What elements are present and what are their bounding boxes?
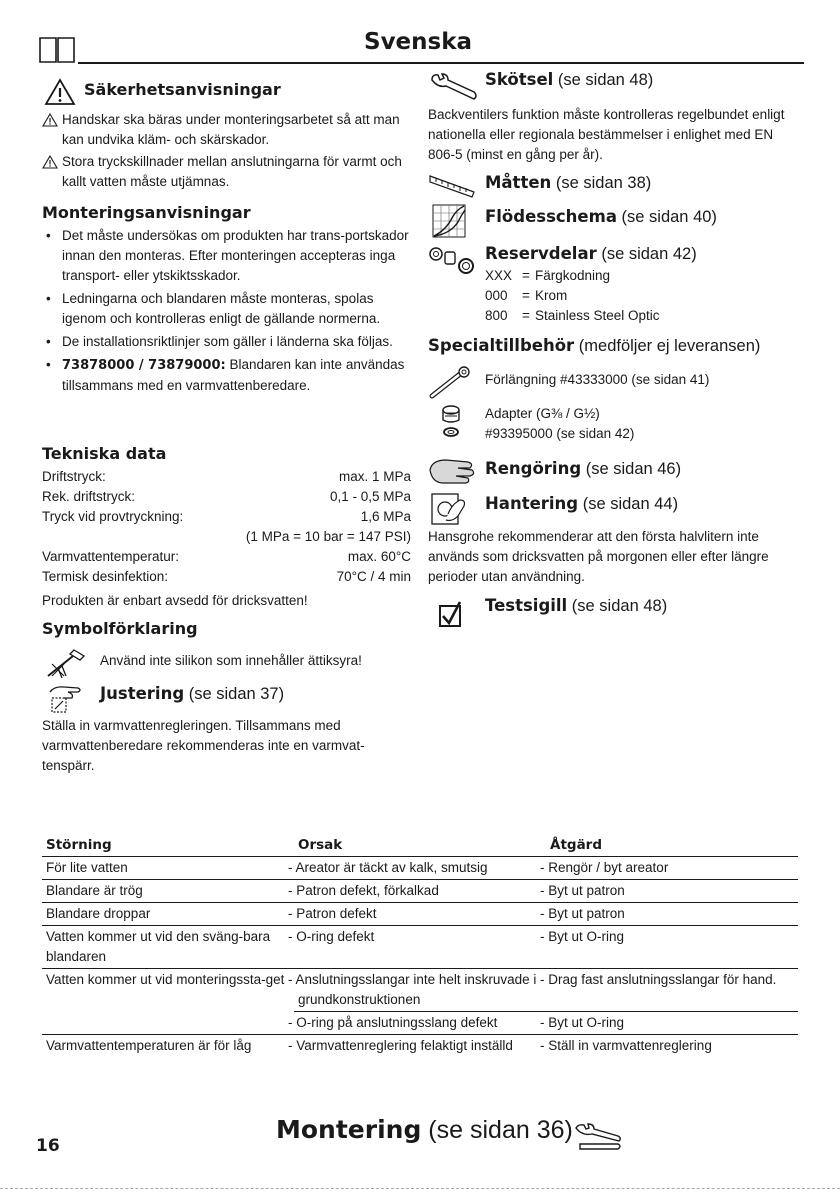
page-number: 16: [36, 1136, 60, 1156]
mounting-item: • De installationsriktlinjer som gäller i länderna ska följas.: [42, 332, 410, 352]
header-storning: Störning: [42, 834, 294, 857]
checkbox-seal-icon: [438, 600, 464, 630]
mounting-heading: Monteringsanvisningar: [42, 203, 251, 222]
extension-wrench-icon: [428, 366, 474, 400]
mounting-item: • 73878000 / 73879000: Blandaren kan inte användas tillsammans med en varmvattenberedare.: [42, 355, 410, 396]
hantering-text: Hansgrohe rekommenderar att den första halvlitern inte används som dricksvatten på morgonen eller efter längre perioder utan användning.: [428, 529, 769, 584]
page-edge: [0, 1188, 840, 1189]
special-heading: Specialtillbehör (medföljer ej leveransen): [428, 336, 761, 355]
justering-text: Ställa in varmvattenregleringen. Tillsammans med varmvattenberedare rekommenderas inte en varmvat-tenspärr.: [42, 718, 365, 773]
page-title: Svenska: [364, 29, 473, 55]
spare-parts-icon: [428, 244, 476, 276]
silicone-gun-icon: [44, 646, 88, 680]
warning-icon: [44, 78, 76, 106]
footer-heading: Montering (se sidan 36): [276, 1115, 573, 1144]
justering-heading: Justering (se sidan 37): [100, 684, 285, 703]
small-warning-icon: [42, 113, 58, 127]
rengoring-heading: Rengöring (se sidan 46): [485, 459, 682, 478]
code-row: 800 = Stainless Steel Optic: [485, 308, 660, 323]
reserv-codes: [485, 266, 660, 326]
silicone-text: Använd inte silikon som innehåller ättiksyra!: [100, 653, 362, 668]
table-header: [42, 834, 798, 857]
table-row: För lite vatten - Areator är täckt av kalk, smutsig - Rengör / byt areator: [42, 857, 798, 880]
reserv-heading: Reservdelar (se sidan 42): [485, 244, 697, 263]
special-item-extension: Förlängning #43333000 (se sidan 41): [485, 372, 710, 387]
tech-heading: Tekniska data: [42, 444, 167, 463]
tech-row: (1 MPa = 10 bar = 147 PSI): [245, 529, 411, 544]
mounting-list: [42, 226, 410, 396]
tech-row: Rek. driftstryck: 0,1 - 0,5 MPa: [42, 489, 411, 504]
flode-heading: Flödesschema (se sidan 40): [485, 207, 717, 226]
book-icon: [38, 34, 76, 64]
ruler-icon: [428, 170, 476, 200]
mounting-item: • Ledningarna och blandaren måste monteras, spolas igenom och kontrolleras enligt de gällande normerna.: [42, 289, 410, 329]
header-atgard: Åtgärd: [546, 834, 798, 857]
tools-icon: [574, 1122, 624, 1152]
tech-row: Tryck vid provtryckning: 1,6 MPa: [42, 509, 411, 524]
table-row: Blandare är trög - Patron defekt, förkalkad - Byt ut patron: [42, 880, 798, 903]
tech-row: Driftstryck: max. 1 MPa: [42, 469, 411, 484]
code-row: 000 = Krom: [485, 288, 568, 303]
safety-heading: Säkerhetsanvisningar: [84, 80, 281, 99]
matten-heading: Måtten (se sidan 38): [485, 173, 652, 192]
testsigill-heading: Testsigill (se sidan 48): [485, 596, 668, 615]
small-warning-icon: [42, 155, 58, 169]
skotsel-text: Backventilers funktion måste kontrolleras regelbundet enligt nationella eller regionala bestämmelser i enlighet med EN 806-5 (minst en gång per år).: [428, 107, 785, 162]
mounting-item: • Det måste undersökas om produkten har trans-portskador innan den monteras. Efter monteringen accepteras inga transport- eller ytskiktsskador.: [42, 226, 410, 286]
header-orsak: Orsak: [294, 834, 546, 857]
code-row: XXX = Färgkodning: [485, 268, 611, 283]
safety-list: [42, 110, 412, 192]
adapter-icon: [438, 404, 464, 440]
tech-table: [42, 467, 411, 611]
table-row: - O-ring på anslutningsslang defekt - Byt ut O-ring: [42, 1012, 798, 1035]
tech-row: Termisk desinfektion: 70°C / 4 min: [42, 569, 411, 584]
cleaning-hand-icon: [428, 456, 476, 486]
table-row: Vatten kommer ut vid monteringssta-get - Anslutningsslangar inte helt inskruvade i grundkonstruktionen - Drag fast anslutningsslangar för hand.: [42, 969, 798, 1012]
tech-row: Varmvattentemperatur: max. 60°C: [42, 549, 411, 564]
safety-item: Stora tryckskillnader mellan anslutningarna för varmt och kallt vatten måste utjämnas.: [42, 152, 412, 192]
handling-icon: [430, 490, 470, 526]
hantering-heading: Hantering (se sidan 44): [485, 494, 679, 513]
skotsel-heading: Skötsel (se sidan 48): [485, 70, 654, 89]
table-row: Blandare droppar - Patron defekt - Byt ut patron: [42, 903, 798, 926]
wrench-icon: [428, 72, 480, 102]
special-item-adapter: Adapter (G⅜ / G½) #93395000 (se sidan 42): [485, 406, 635, 441]
table-row: Vatten kommer ut vid den sväng-bara blandaren - O-ring defekt - Byt ut O-ring: [42, 926, 798, 969]
title-rule: [78, 62, 804, 64]
symbol-heading: Symbolförklaring: [42, 619, 198, 638]
tech-note: Produkten är enbart avsedd för dricksvatten!: [42, 593, 308, 608]
table-row: Varmvattentemperaturen är för låg - Varmvattenreglering felaktigt inställd - Ställ in varmvattenreglering: [46, 1038, 712, 1053]
flow-chart-icon: [432, 204, 466, 238]
safety-item: Handskar ska bäras under monteringsarbetet så att man kan undvika kläm- och skärskador.: [42, 110, 412, 150]
adjustment-hand-icon: [44, 682, 84, 716]
troubleshooting-table: [42, 834, 798, 1057]
